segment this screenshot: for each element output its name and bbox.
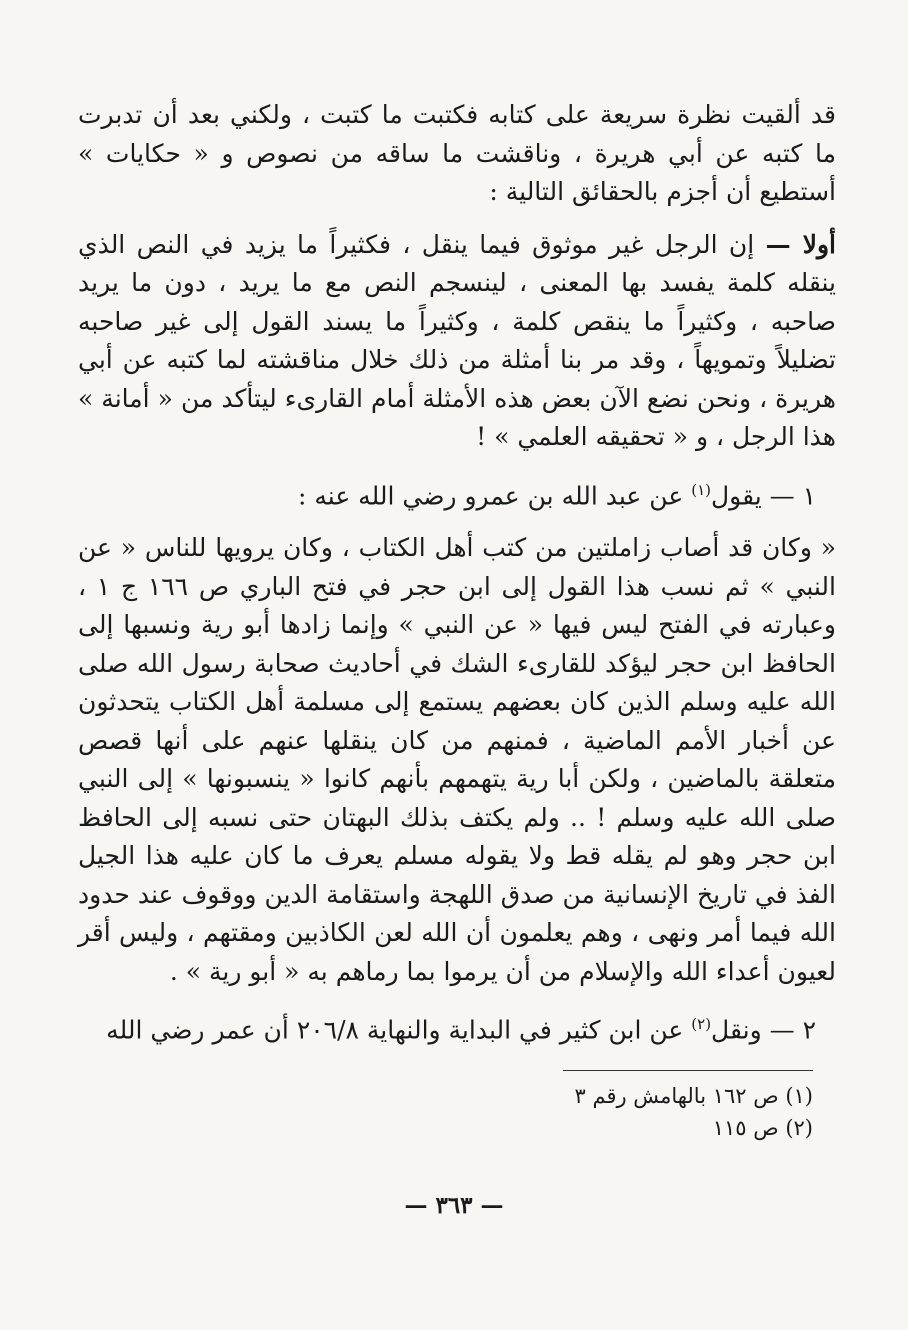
first-point-label: أولا — bbox=[765, 229, 836, 259]
quote-text: « وكان قد أصاب زاملتين من كتب أهل الكتاب ، وكان يرويها للناس « عن النبي » ثم نسب هذا القول إلى ابن حجر في فتح الباري ص ١٦٦ ج ١ ، وعبارته في الفتح ليس فيها « عن النبي » وإنما زادها أبو رية ونسبها إلى الحافظ ابن حجر ليؤكد للقارىء الشك في أحاديث صحابة رسول الله صلى الله عليه وسلم الذين كان بعضهم يستمع إلى مسلمة أهل الكتاب يتحدثون عن أخبار الأمم الماضية ، فمنهم من كان ينقلها عنهم على أنها قصص متعلقة بالماضين ، ولكن أبا رية يتهمهم بأنهم كانوا « ينسبونها » إلى النبي صلى الله عليه وسلم ! .. ولم يكتف بذلك البهتان حتى نسبه إلى الحافظ ابن حجر وهو لم يقله قط ولا يقوله مسلم يعرف ما كان عليه هذا الجيل الفذ في تاريخ الإنسانية من صدق اللهجة واستقامة الدين ووقوف عند حدود الله فيما أمر ونهى ، وهم يعلمون أن الله لعن الكاذبين ومقتهم ، وليس أقر لعيون أعداء الله والإسلام من أن يرموا بما رماهم به « أبو رية » . bbox=[78, 533, 836, 986]
footnote-2: (٢) ص ١١٥ bbox=[712, 1116, 813, 1140]
quote-paragraph bbox=[78, 529, 836, 991]
footnote-divider bbox=[563, 1070, 813, 1071]
first-point-paragraph bbox=[78, 226, 836, 457]
intro-text: قد ألقيت نظرة سريعة على كتابه فكتبت ما كتبت ، ولكني بعد أن تدبرت ما كتبه عن أبي هريرة ، وناقشت ما ساقه من نصوص و « حكايات » أستطيع أن أجزم بالحقائق التالية : bbox=[78, 100, 836, 206]
item-two-text: عن ابن كثير في البداية والنهاية ٢٠٦/٨ أن عمر رضي الله bbox=[106, 1015, 684, 1045]
item-two-label: ٢ — ونقل bbox=[711, 1015, 816, 1045]
item-one-heading bbox=[78, 471, 836, 516]
footnote-ref-2: (٢) bbox=[691, 1015, 712, 1034]
footnotes bbox=[313, 1080, 813, 1144]
page-number: — ٣٦٣ — bbox=[404, 1192, 504, 1219]
item-one-label: ١ — يقول bbox=[710, 480, 816, 510]
footnote-1: (١) ص ١٦٢ بالهامش رقم ٣ bbox=[574, 1084, 813, 1108]
intro-paragraph bbox=[78, 96, 836, 212]
item-two-paragraph bbox=[78, 1005, 836, 1050]
first-point-text: إن الرجل غير موثوق فيما ينقل ، فكثيراً ما يزيد في النص الذي ينقله كلمة يفسد بها المعنى ، لينسجم النص مع ما يريد ، دون ما يريد صاحبه ، وكثيراً ما ينقص كلمة ، وكثيراً ما يسند القول إلى غير صاحبه تضليلاً وتمويهاً ، وقد مر بنا أمثلة من ذلك خلال مناقشته لما كتبه عن أبي هريرة ، ونحن نضع الآن بعض هذه الأمثلة أمام القارىء ليتأكد من « أمانة » هذا الرجل ، و « تحقيقه العلمي » ! bbox=[78, 229, 836, 451]
footnote-ref-1: (١) bbox=[691, 480, 711, 499]
item-one-text: عن عبد الله بن عمرو رضي الله عنه : bbox=[298, 480, 684, 510]
main-text bbox=[78, 96, 836, 1050]
